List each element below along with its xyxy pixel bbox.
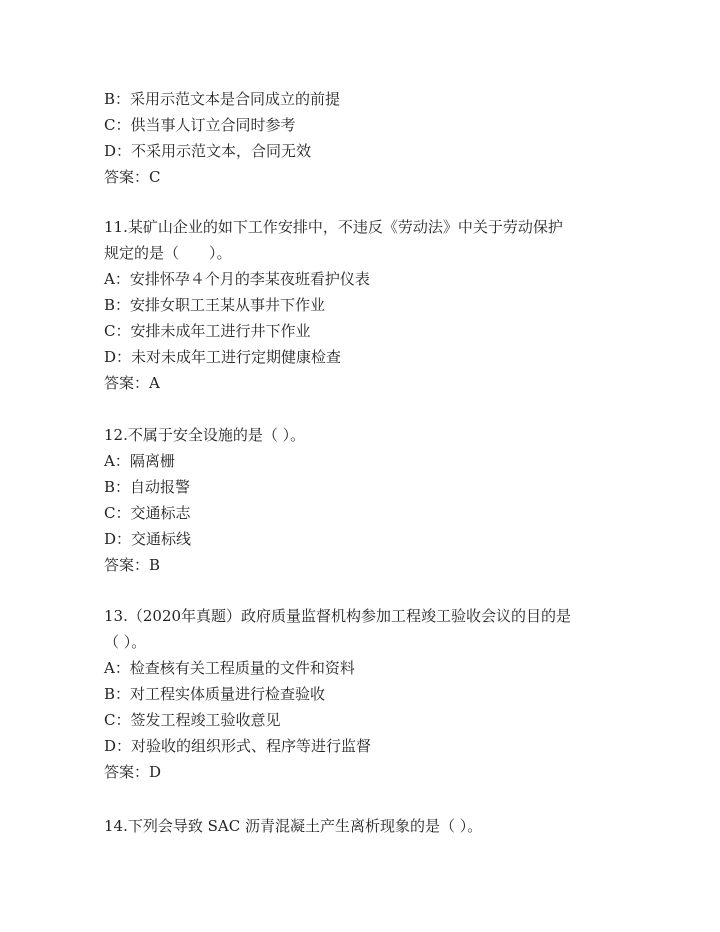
- q13-stem-line1: 13.（2020年真题）政府质量监督机构参加工程竣工验收会议的目的是: [104, 607, 572, 625]
- q11-option-d: D：未对未成年工进行定期健康检查: [104, 348, 342, 366]
- q11-stem-line2: 规定的是（ ）。: [104, 244, 232, 262]
- q11-option-a: A：安排怀孕４个月的李某夜班看护仪表: [104, 270, 370, 288]
- q10-option-b: B：采用示范文本是合同成立的前提: [104, 90, 341, 108]
- q13-option-b: B：对工程实体质量进行检查验收: [104, 685, 326, 703]
- q13-option-d: D：对验收的组织形式、程序等进行监督: [104, 737, 372, 755]
- q13-stem-line2: （ ）。: [104, 633, 147, 651]
- q14-stem: 14.下列会导致 SAC 沥青混凝土产生离析现象的是（ ）。: [104, 817, 483, 835]
- q12-option-a: A：隔离栅: [104, 452, 175, 470]
- q13-option-c: C：签发工程竣工验收意见: [104, 711, 281, 729]
- q11-stem-line1: 11.某矿山企业的如下工作安排中，不违反《劳动法》中关于劳动保护: [104, 218, 563, 236]
- q10-option-d: D：不采用示范文本，合同无效: [104, 142, 312, 160]
- q11-option-b: B：安排女职工王某从事井下作业: [104, 296, 326, 314]
- q10-option-c: C：供当事人订立合同时参考: [104, 116, 296, 134]
- q11-answer: 答案：A: [104, 374, 160, 392]
- q12-option-c: C：交通标志: [104, 504, 191, 522]
- q11-option-c: C：安排未成年工进行井下作业: [104, 322, 311, 340]
- q12-option-d: D：交通标线: [104, 530, 192, 548]
- q10-answer: 答案：C: [104, 168, 161, 186]
- q13-option-a: A：检查核有关工程质量的文件和资料: [104, 659, 355, 677]
- q12-answer: 答案：B: [104, 556, 161, 574]
- q12-option-b: B：自动报警: [104, 478, 191, 496]
- q13-answer: 答案：D: [104, 763, 162, 781]
- q12-stem: 12.不属于安全设施的是（ ）。: [104, 426, 306, 444]
